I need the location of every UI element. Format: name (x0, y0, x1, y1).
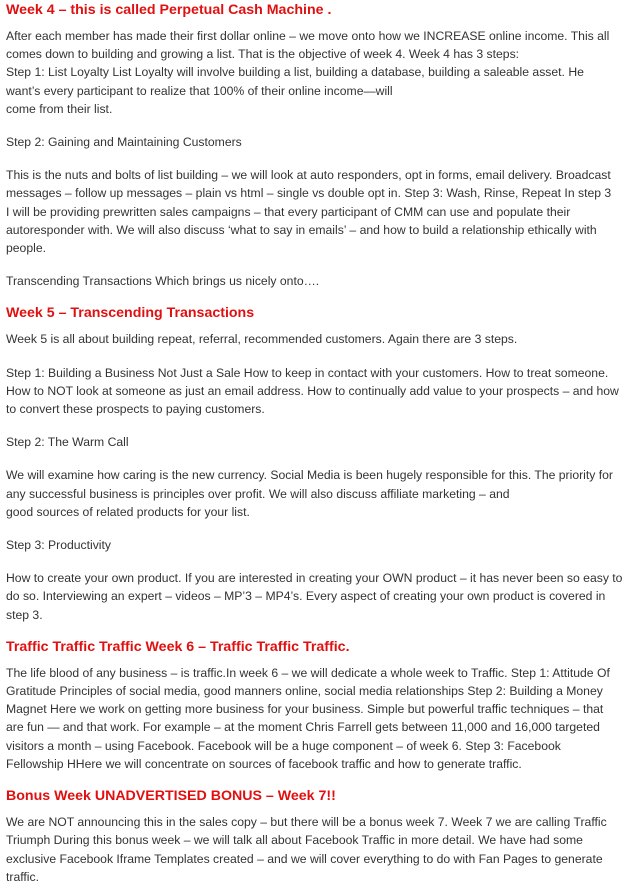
text-line: Week 5 is all about building repeat, referral, recommended customers. Again there are 3 steps. (6, 332, 518, 347)
text-line: traffic. (6, 869, 39, 884)
week-4-heading: Week 4 – this is called Perpetual Cash Machine . (6, 2, 332, 18)
text-line: to convert these prospects to paying customers. (6, 402, 265, 417)
text-line: After each member has made their first dollar online – we move onto how we INCREASE online income. This all (6, 29, 610, 43)
week-5-paragraph-4 (6, 466, 623, 521)
week-6-paragraph-1 (6, 664, 623, 773)
text-line: Magnet Here we work on getting more business for your business. Simple but powerful traffic techniques – that (6, 702, 604, 717)
bonus-week-heading: Bonus Week UNADVERTISED BONUS – Week 7!! (6, 788, 336, 805)
week-5-paragraph-5 (6, 536, 623, 554)
week-4-paragraph-4 (6, 272, 623, 290)
week-5-paragraph-2 (6, 364, 623, 419)
text-line: any successful business is principles over profit. We will also discuss affiliate marketing – and (6, 486, 510, 501)
text-line: This is the nuts and bolts of list building – we will look at auto responders, opt in forms, email delivery. Broadcast (6, 168, 611, 183)
text-line: Step 2: The Warm Call (6, 435, 129, 450)
text-line: How to create your own product. If you are interested in creating your OWN product – it has never been so easy to (6, 571, 623, 586)
text-line: are fun — and that work. For example – at the moment Chris Farrell gets between 11,000 and 16,000 targeted (6, 720, 600, 735)
week-5-heading: Week 5 – Transcending Transactions (6, 305, 255, 322)
week-6-heading: Traffic Traffic Traffic Week 6 – Traffic Traffic Traffic. (6, 638, 350, 655)
bonus-week-paragraph-1 (6, 813, 623, 884)
text-line: Step 1: Building a Business Not Just a Sale How to keep in contact with your customers. How to treat someone. (6, 365, 609, 380)
text-line: Fellowship HHere we will concentrate on sources of facebook traffic and how to generate traffic. (6, 756, 522, 771)
text-line: We are NOT announcing this in the sales copy – but there will be a bonus week 7. Week 7 we are calling Traffic (6, 815, 607, 830)
week-4-paragraph-1 (6, 27, 623, 118)
text-line: good sources of related products for your list. (6, 504, 250, 519)
text-line: comes down to building and growing a list. That is the objective of week 4. Week 4 has 3 steps: (6, 47, 520, 62)
text-line: Step 3: Productivity (6, 538, 111, 553)
week-5-paragraph-6 (6, 569, 623, 624)
text-line: The life blood of any business – is traffic.In week 6 – we will dedicate a whole week to Traffic. Step 1: Attitude Of (6, 665, 610, 680)
text-line: I will be providing prewritten sales campaigns – that every participant of CMM can use and populate their (6, 204, 571, 219)
text-line: We will examine how caring is the new currency. Social Media is been hugely responsible for this. The priority for (6, 468, 613, 483)
week-5-paragraph-1 (6, 330, 623, 348)
text-line: Triumph During this bonus week – we will talk all about Facebook Traffic in more detail. We have had some (6, 833, 583, 848)
text-line: step 3. (6, 607, 43, 622)
text-line: messages – follow up messages – plain vs html – single vs double opt in. Step 3: Wash, Rinse, Repeat In step 3 (6, 186, 612, 201)
text-line: Gratitude Principles of social media, good manners online, social media relationships Step 2: Building a Money (6, 684, 603, 699)
text-line: visitors a month – using Facebook. Facebook will be a huge component – of week 6. Step 3: Facebook (6, 738, 561, 753)
week-4-paragraph-2 (6, 133, 623, 151)
text-line: want’s every participant to realize that 100% of their online income—will (6, 83, 393, 98)
text-line: Step 1: List Loyalty List Loyalty will involve building a list, building a database, building a saleable asset. He (6, 65, 584, 80)
text-line: people. (6, 241, 46, 256)
text-line: Transcending Transactions Which brings us nicely onto…. (6, 274, 320, 289)
text-line: Step 2: Gaining and Maintaining Customers (6, 135, 242, 150)
text-line: come from their list. (6, 101, 113, 116)
text-line: exclusive Facebook Iframe Templates created – and we will cover everything to do with Fan Pages to generate (6, 851, 603, 866)
week-5-paragraph-3 (6, 433, 623, 451)
text-line: How to NOT look at someone as just an email address. How to continually add value to your prospects – and how (6, 383, 619, 398)
week-4-paragraph-3 (6, 166, 623, 257)
text-line: autoresponder with. We will also discuss ‘what to say in emails’ – and how to build a relationship ethically with (6, 222, 597, 237)
text-line: do so. Interviewing an expert – videos – MP’3 – MP4’s. Every aspect of creating your own product is covered in (6, 589, 606, 604)
